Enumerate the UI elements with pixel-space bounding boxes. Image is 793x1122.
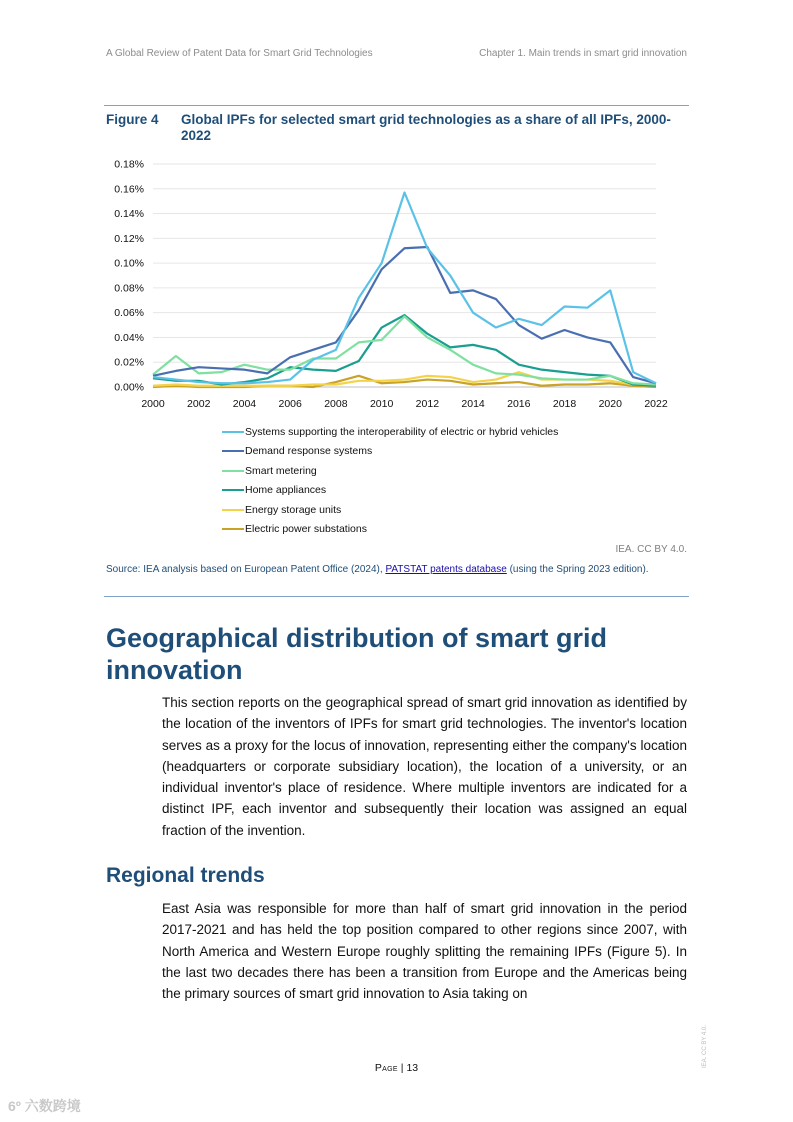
- x-tick-label: 2006: [278, 398, 302, 410]
- line-chart: [100, 150, 680, 415]
- y-tick-label: 0.02%: [114, 356, 144, 369]
- running-header-left: A Global Review of Patent Data for Smart Grid Technologies: [106, 48, 373, 59]
- x-tick-label: 2014: [461, 398, 485, 410]
- page-separator: |: [397, 1062, 407, 1074]
- patstat-link[interactable]: PATSTAT patents database: [385, 564, 507, 575]
- x-tick-label: 2020: [598, 398, 622, 410]
- figure-source: [106, 564, 686, 576]
- legend-label: Energy storage units: [245, 503, 342, 516]
- x-tick-label: 2022: [644, 398, 668, 410]
- figure-title: Global IPFs for selected smart grid technologies as a share of all IPFs, 2000-2022: [181, 112, 671, 143]
- legend-item: [222, 520, 558, 540]
- legend-swatch: [222, 431, 244, 433]
- x-tick-label: 2004: [232, 398, 257, 410]
- y-tick-label: 0.18%: [114, 158, 144, 171]
- x-tick-label: 2010: [369, 398, 394, 410]
- legend-swatch: [222, 450, 244, 452]
- legend-item: [222, 461, 558, 481]
- legend-item: [222, 481, 558, 501]
- y-tick-label: 0.08%: [114, 282, 144, 295]
- x-tick-label: 2002: [187, 398, 211, 410]
- y-tick-label: 0.10%: [114, 257, 144, 270]
- x-tick-label: 2008: [324, 398, 348, 410]
- y-tick-label: 0.16%: [114, 183, 144, 196]
- source-text-prefix: Source: IEA analysis based on European Patent Office (2024),: [106, 564, 386, 575]
- x-tick-label: 2012: [415, 398, 440, 410]
- figure-credit: IEA. CC BY 4.0.: [615, 544, 687, 555]
- legend-item: [222, 442, 558, 462]
- subsection-heading: Regional trends: [106, 864, 265, 887]
- chart-legend: [222, 422, 558, 539]
- section-heading: Geographical distribution of smart grid innovation: [106, 623, 608, 685]
- legend-label: Systems supporting the interoperability of electric or hybrid vehicles: [245, 425, 559, 438]
- subsection-paragraph: East Asia was responsible for more than half of smart grid innovation in the period 2017-2021 and has held the top position compared to other regions since 2007, with North America and Western Europe roughly splitting the remaining IPFs (Figure 5). In the last two decades there has been a transition from Europe and the Americas being the primary sources of smart grid innovation to Asia taking on: [162, 901, 687, 1002]
- legend-label: Electric power substations: [245, 523, 367, 536]
- legend-label: Demand response systems: [245, 445, 373, 458]
- legend-item: [222, 500, 558, 520]
- figure-top-rule: [104, 105, 689, 106]
- legend-item: [222, 422, 558, 442]
- legend-swatch: [222, 528, 244, 530]
- x-tick-label: 2000: [141, 398, 165, 410]
- y-tick-label: 0.14%: [114, 208, 144, 221]
- y-tick-label: 0.12%: [114, 232, 144, 245]
- legend-swatch: [222, 509, 244, 511]
- section-paragraph: This section reports on the geographical spread of smart grid innovation as identified by the location of the inventors of IPFs for smart grid technologies. The inventor's location serves as a proxy for the locus of innovation, representing either the company's location (headquarters or corporate subsidiary location), the location of a university, or an individual inventor's place of residence. Where multiple inventors are indicated for a distinct IPF, each inventor and subsequently their location was assigned an equal fraction of the invention.: [162, 695, 687, 838]
- x-tick-label: 2018: [552, 398, 577, 410]
- x-tick-label: 2016: [507, 398, 531, 410]
- legend-label: Home appliances: [245, 484, 327, 497]
- page-word: Page: [374, 1062, 398, 1074]
- y-tick-label: 0.04%: [114, 331, 144, 344]
- series-line: [153, 315, 656, 386]
- source-text-suffix: (using the Spring 2023 edition).: [506, 564, 649, 575]
- watermark-logo: 6º 六数跨境: [8, 1098, 81, 1114]
- legend-label: Smart metering: [245, 464, 317, 477]
- side-licence: IEA. CC BY 4.0.: [702, 1025, 708, 1068]
- figure-number: Figure 4: [106, 112, 159, 127]
- page-number: 13: [406, 1062, 419, 1074]
- legend-swatch: [222, 470, 244, 472]
- y-tick-label: 0.06%: [114, 307, 144, 320]
- running-header-right: Chapter 1. Main trends in smart grid innovation: [479, 48, 687, 59]
- page-footer: [0, 1062, 793, 1074]
- legend-swatch: [222, 489, 244, 491]
- y-tick-label: 0.00%: [114, 381, 144, 394]
- figure-bottom-rule: [104, 596, 689, 597]
